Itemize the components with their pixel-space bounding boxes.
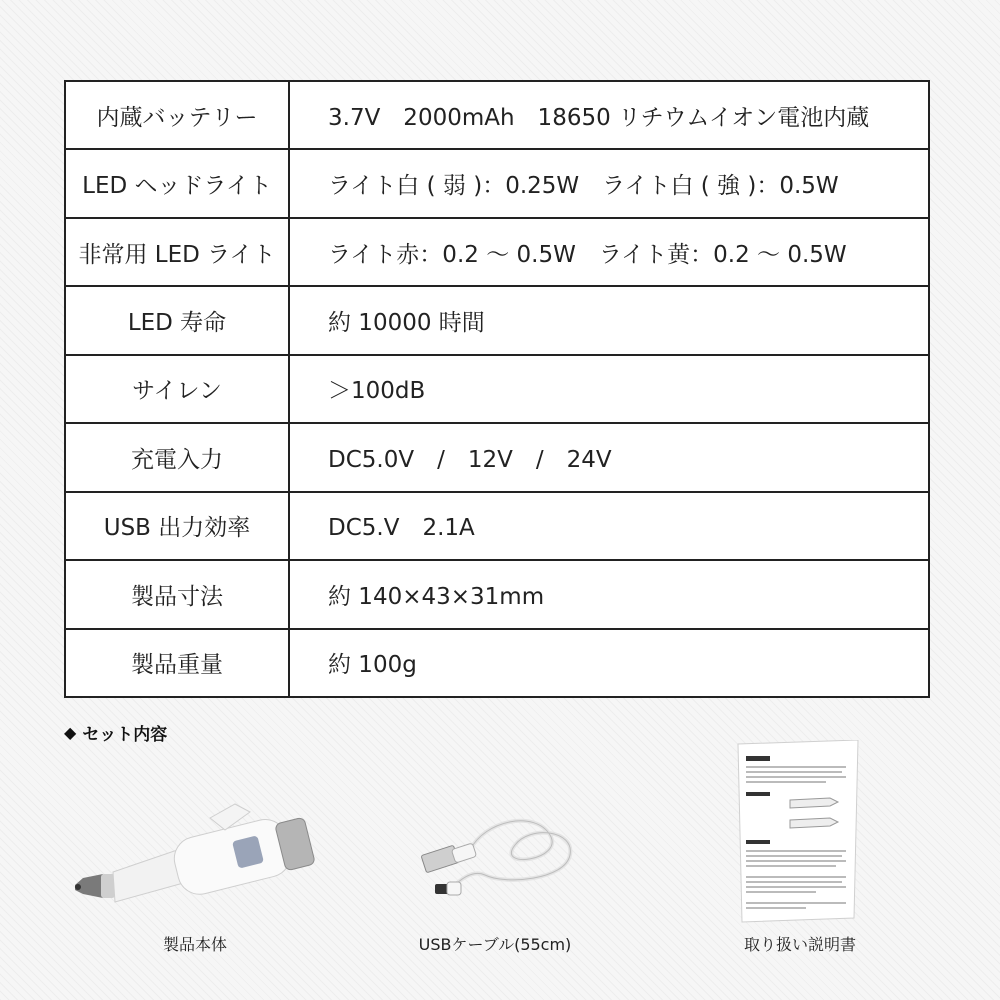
spec-label: 充電入力 (65, 423, 289, 491)
spec-row (65, 149, 929, 217)
spec-value: 約 140×43×31mm (289, 560, 929, 628)
item-usb-cable (375, 790, 615, 960)
spec-label: LED ヘッドライト (65, 149, 289, 217)
spec-label: 製品重量 (65, 629, 289, 698)
manual-icon (680, 740, 920, 930)
spec-value: 約 10000 時間 (289, 286, 929, 354)
spec-value: DC5.0V / 12V / 24V (289, 423, 929, 491)
spec-label: 製品寸法 (65, 560, 289, 628)
spec-row (65, 423, 929, 491)
spec-value: 約 100g (289, 629, 929, 698)
spec-row (65, 492, 929, 560)
spec-row (65, 218, 929, 286)
item-manual (680, 740, 920, 960)
item-product (75, 790, 315, 960)
spec-label: LED 寿命 (65, 286, 289, 354)
item-caption-product: 製品本体 (162, 935, 227, 954)
usb-cable-icon (375, 790, 615, 930)
spec-label: 非常用 LED ライト (65, 218, 289, 286)
spec-value: 3.7V 2000mAh 18650 リチウムイオン電池内蔵 (289, 81, 929, 149)
spec-row (65, 629, 929, 698)
item-caption-manual: 取り扱い説明書 (743, 935, 856, 954)
spec-value: ライト白 ( 弱 )：0.25W ライト白 ( 強 )：0.5W (289, 149, 929, 217)
item-caption-usb-cable: USBケーブル(55cm) (418, 935, 572, 954)
spec-value: DC5.V 2.1A (289, 492, 929, 560)
spec-row (65, 286, 929, 354)
diamond-icon: ◆ (64, 723, 77, 742)
spec-value: ＞100dB (289, 355, 929, 423)
spec-value: ライト赤：0.2 ～ 0.5W ライト黄：0.2 ～ 0.5W (289, 218, 929, 286)
spec-row (65, 81, 929, 149)
spec-label: サイレン (65, 355, 289, 423)
spec-table (64, 80, 930, 698)
flashlight-icon (75, 790, 315, 930)
spec-row (65, 355, 929, 423)
spec-label: 内蔵バッテリー (65, 81, 289, 149)
spec-label: USB 出力効率 (65, 492, 289, 560)
spec-row (65, 560, 929, 628)
set-contents-heading (64, 720, 167, 745)
set-contents-title: セット内容 (82, 725, 168, 745)
